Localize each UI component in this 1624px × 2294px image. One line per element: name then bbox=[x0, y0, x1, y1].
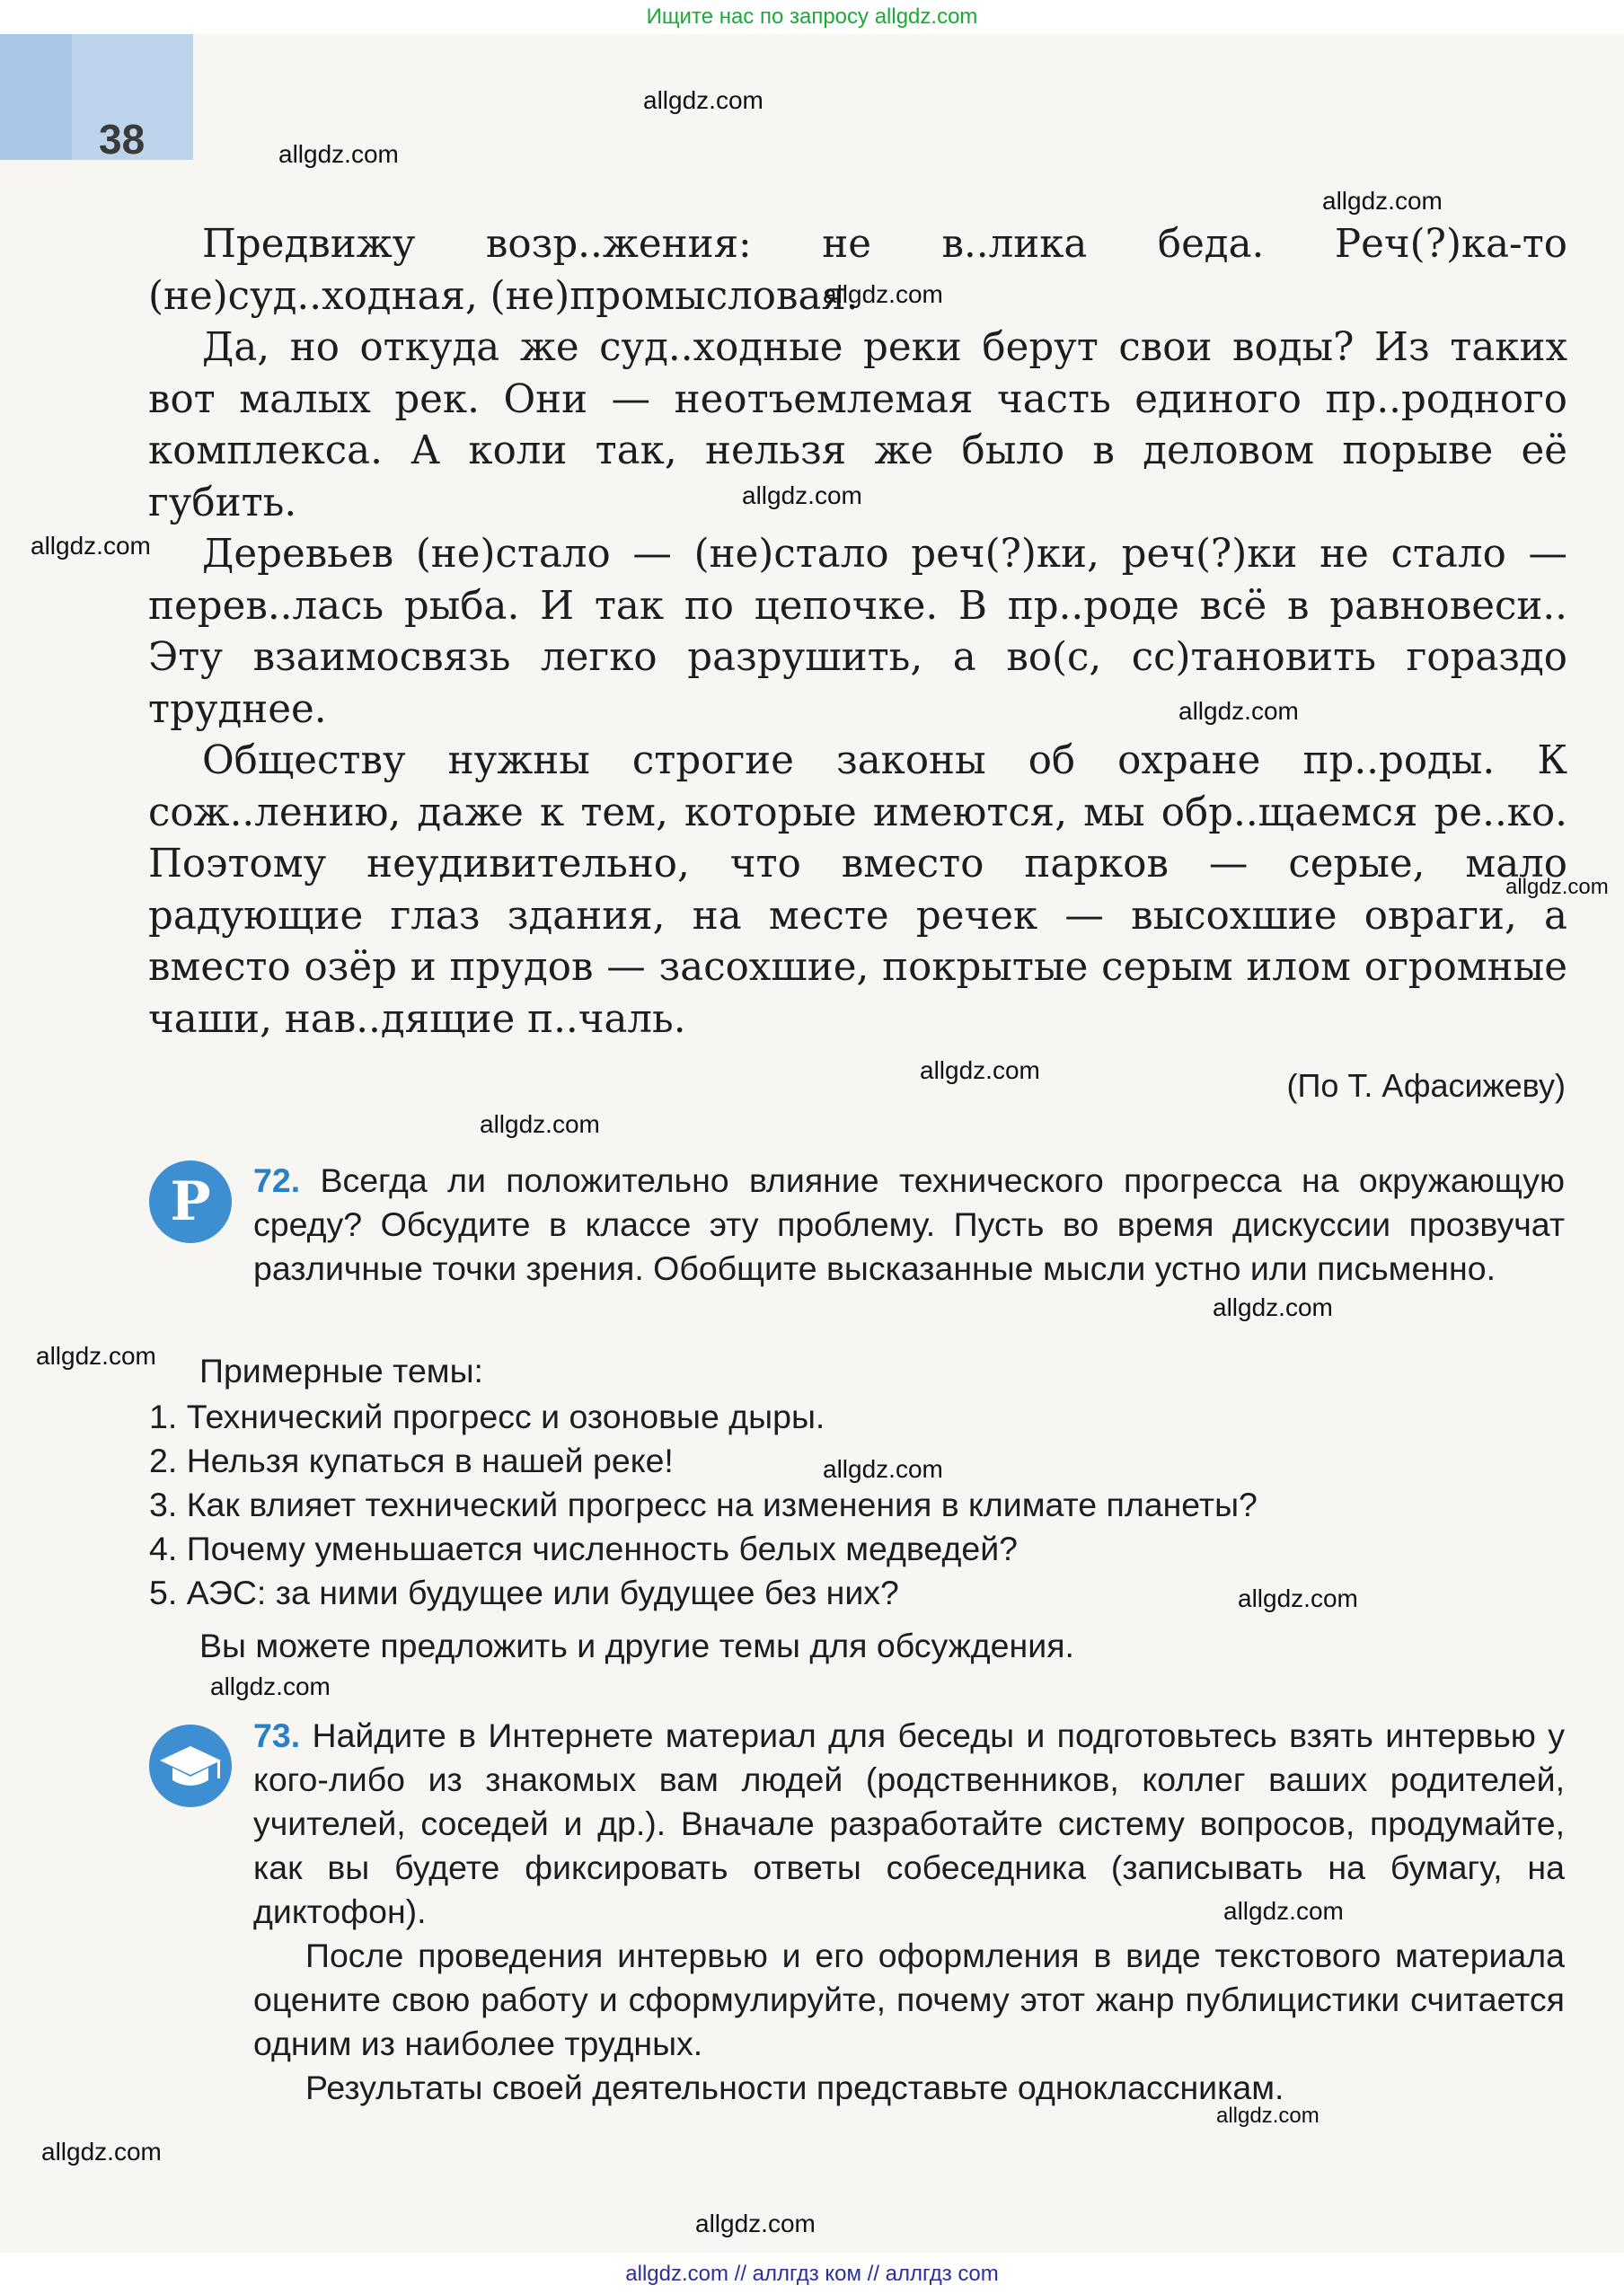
graduation-cap-icon bbox=[149, 1725, 232, 1807]
task-73-paragraph-3: Результаты своей деятельности представьте одноклассникам. bbox=[305, 2069, 1284, 2106]
watermark: allgdz.com bbox=[695, 2210, 816, 2237]
watermark: allgdz.com bbox=[1238, 1584, 1358, 1612]
topic-item: 4. Почему уменьшается численность белых медведей? bbox=[149, 1530, 1018, 1567]
graduation-cap-svg bbox=[149, 1725, 232, 1807]
topic-item: 1. Технический прогресс и озоновые дыры. bbox=[149, 1398, 825, 1435]
paragraph-3: Деревьев (не)стало — (не)стало реч(?)ки, реч(?)ки не стало — перев..лась рыба. И так по цепочке. В пр..роде всё в равновеси.. Эту взаимосвязь легко разрушить, а во(с, сс)тановить гораздо труднее. bbox=[148, 532, 1567, 732]
task-73-paragraph-2: После проведения интервью и его оформления в виде текстового материала оцените свою работу и сформулируйте, почему этот жанр публицистики считается одним из наиболее трудных. bbox=[253, 1937, 1565, 2062]
watermark: allgdz.com bbox=[1505, 875, 1609, 899]
watermark: allgdz.com bbox=[41, 2138, 162, 2166]
attribution: (По Т. Афасижеву) bbox=[1286, 1067, 1566, 1104]
watermark: allgdz.com bbox=[36, 1342, 156, 1370]
task-72-closing: Вы можете предложить и другие темы для обсуждения. bbox=[199, 1627, 1074, 1664]
page-corner-tab-stripe bbox=[0, 34, 72, 160]
paragraph-4: Обществу нужны строгие законы об охране пр..роды. К сож..лению, даже к тем, которые имеются, мы обр..щаемся ре..ко. Поэтому неудивительно, что вместо парков — серые, мало радующие глаз здания, на месте речек — высохшие овраги, а вместо озёр и прудов — засохшие, покрытые серым илом огромные чаши, нав..дящие п..чаль. bbox=[148, 738, 1567, 1042]
watermark: allgdz.com bbox=[1178, 697, 1299, 725]
topic-item: 2. Нельзя купаться в нашей реке! bbox=[149, 1442, 674, 1479]
watermark: allgdz.com bbox=[31, 532, 151, 560]
watermark: allgdz.com bbox=[920, 1056, 1040, 1084]
watermark: allgdz.com bbox=[643, 86, 763, 114]
topic-item: 3. Как влияет технический прогресс на изменения в климате планеты? bbox=[149, 1486, 1258, 1523]
task-73-text bbox=[253, 1714, 1565, 2110]
task-72-badge-icon: Р bbox=[149, 1160, 232, 1243]
watermark: allgdz.com bbox=[1216, 2104, 1320, 2128]
topic-item: 5. АЭС: за ними будущее или будущее без них? bbox=[149, 1574, 899, 1611]
task-72-text bbox=[253, 1159, 1565, 1291]
watermark: allgdz.com bbox=[823, 280, 943, 308]
task-72-number: 72. bbox=[253, 1161, 301, 1199]
paragraph-2: Да, но откуда же суд..ходные реки берут свои воды? Из таких вот малых рек. Они — неотъемлемая часть единого пр..родного комплекса. А коли так, нельзя же было в деловом порыве её губить. bbox=[148, 325, 1567, 525]
watermark: allgdz.com bbox=[1223, 1897, 1344, 1925]
paragraph-1: Предвижу возр..жения: не в..лика беда. Реч(?)ка-то (не)суд..ходная, (не)промысловая. bbox=[148, 222, 1567, 319]
task-72-body: Всегда ли положительно влияние технического прогресса на окружающую среду? Обсудите в классе эту проблему. Пусть во время дискуссии прозвучат различные точки зрения. Обобщите высказанные мысли устно или письменно. bbox=[253, 1161, 1565, 1287]
watermark: allgdz.com bbox=[278, 140, 399, 168]
watermark: allgdz.com bbox=[480, 1110, 600, 1138]
watermark: allgdz.com bbox=[1213, 1293, 1333, 1321]
task-73-number: 73. bbox=[253, 1716, 301, 1754]
watermark: allgdz.com bbox=[823, 1455, 943, 1483]
reading-passage bbox=[148, 219, 1567, 1046]
page-number: 38 bbox=[99, 116, 146, 163]
topics-heading: Примерные темы: bbox=[199, 1352, 483, 1390]
watermark: allgdz.com bbox=[742, 481, 862, 509]
watermark: allgdz.com bbox=[1322, 187, 1443, 215]
task-73-body: Найдите в Интернете материал для беседы и подготовьтесь взять интервью у кого-либо из знакомых вам людей (родственников, коллег ваших родителей, учителей, соседей и др.). Вначале разработайте систему вопросов, продумайте, как вы будете фиксировать ответы собеседника (записывать на бумагу, на диктофон). bbox=[253, 1716, 1565, 1930]
topics-list bbox=[149, 1395, 1586, 1615]
watermark: allgdz.com bbox=[210, 1672, 331, 1700]
bottom-banner[interactable]: allgdz.com // аллгдз ком // аллгдз com bbox=[625, 2262, 999, 2286]
top-banner[interactable]: Ищите нас по запросу allgdz.com bbox=[646, 4, 978, 29]
